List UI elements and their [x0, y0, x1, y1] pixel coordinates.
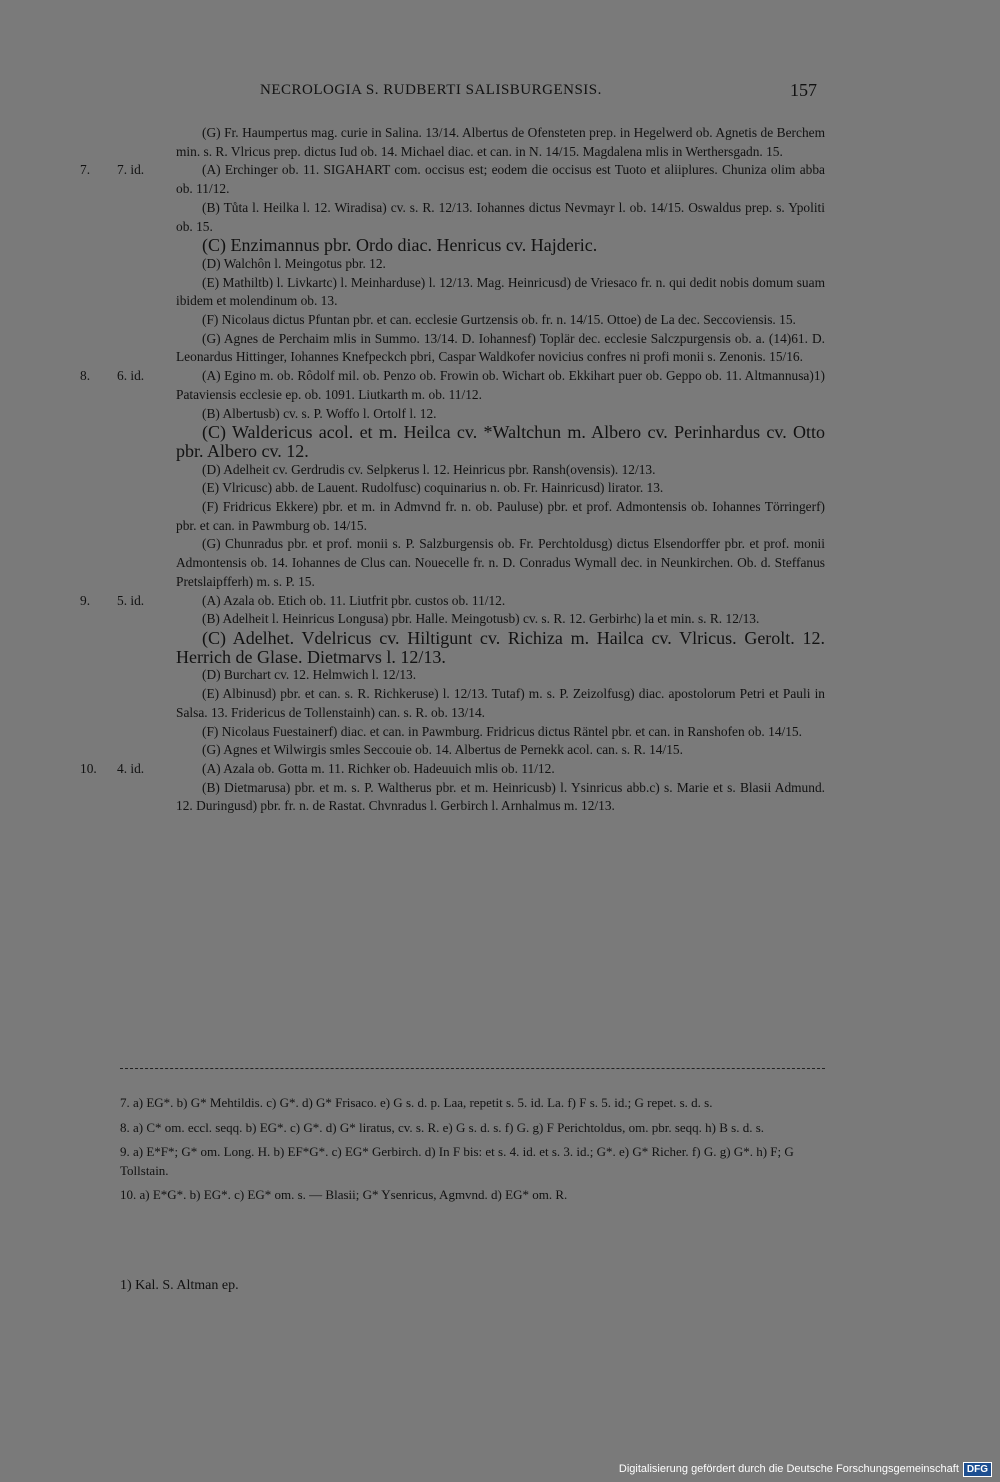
footer — [619, 1460, 992, 1478]
note-line: 10. a) E*G*. b) EG*. c) EG* om. s. — Blasii; G* Ysenricus, Agmvnd. d) EG* om. R. — [120, 1187, 568, 1202]
entry-line: (B) Adelheit l. Heinricus Longusa) pbr. Halle. Meingotusb) cv. s. R. 12. Gerbirhc) la et min. s. R. 12/13. — [202, 611, 760, 627]
entry-date: 5. id. — [117, 592, 145, 608]
entry-line: (C) Enzimannus pbr. Ordo diac. Henricus cv. Hajderic. — [202, 235, 598, 256]
entry-line: (A) Azala ob. Gotta m. 11. Richker ob. Hadeuuich mlis ob. 11/12. — [202, 760, 555, 776]
separator-line — [120, 1068, 825, 1069]
entry-date: 6. id. — [117, 368, 145, 384]
entry-line: (C) Waldericus acol. et m. Heilca cv. *Waltchun m. Albero cv. Perinhardus cv. Otto pbr. Albero cv. 12. — [176, 422, 825, 461]
entry-number: 9. — [80, 592, 91, 608]
entry-line: (G) Fr. Haumpertus mag. curie in Salina. 13/14. Albertus de Ofensteten prep. in Hegelwerd ob. Agnetis de Berchem min. s. R. Vlricus prep. dictus Iud ob. 14. Michael diac. et can. in N. 14/15. Magdalena mlis in Werthersgadn. 15. — [176, 125, 825, 159]
entry-line: (D) Burchart cv. 12. Helmwich l. 12/13. — [202, 667, 417, 683]
necrology-body — [80, 124, 825, 816]
running-title: NECROLOGIA S. RUDBERTI SALISBURGENSIS. — [260, 82, 602, 98]
entry-line: (F) Fridricus Ekkere) pbr. et m. in Admvnd fr. n. ob. Paulusе) pbr. et prof. Admontensis ob. Iohannes Törringerf) pbr. et can. in Pawmburg ob. 14/15. — [176, 499, 825, 533]
note-line: 8. a) C* om. eccl. seqq. b) EG*. c) G*. d) G* liratus, cv. s. R. e) G s. d. s. f) G. g) F Perichtoldus, om. pbr. seqq. h) B s. d. s. — [120, 1119, 765, 1135]
entry-number: 7. — [80, 162, 91, 178]
footnote: 1) Kal. S. Altman ep. — [120, 1278, 239, 1293]
entry-line: (C) Adelhet. Vdelricus cv. Hiltigunt cv. Richiza m. Hailca cv. Vlricus. Gerolt. 12. Herrich de Glase. Dietmarvs l. 12/13. — [176, 627, 825, 667]
page-header — [0, 82, 1000, 104]
entry-line: (G) Agnes et Wilwirgis smles Seccouie ob. 14. Albertus de Pernekk acol. can. s. R. 14/15. — [202, 742, 683, 758]
entry-line: (B) Tůta l. Heilka l. 12. Wiradisa) cv. s. R. 12/13. Iohannes dictus Nevmayr l. ob. 14/15. Oswaldus prep. s. Ypoliti ob. 15. — [176, 199, 825, 234]
entry-date: 4. id. — [117, 760, 145, 776]
entry-line: (D) Adelheit cv. Gerdrudis cv. Selpkerus l. 12. Heinricus pbr. Ransh(ovensis). 12/13. — [202, 461, 656, 477]
day-entry — [80, 161, 825, 367]
day-entry — [80, 592, 825, 760]
entry-line: (A) Erchinger ob. 11. SIGAHART com. occisus est; eodem die occisus est Tuoto et aliiplures. Chuniza olim abba ob. 11/12. — [176, 162, 825, 197]
day-entry — [80, 760, 825, 816]
page-number: 157 — [790, 80, 817, 100]
entry-line: (B) Albertusb) cv. s. P. Woffo l. Ortolf l. 12. — [202, 405, 437, 421]
entry-line: (A) Azala ob. Etich ob. 11. Liutfrit pbr. custos ob. 11/12. — [202, 592, 506, 608]
entry-line: (F) Nicolaus dictus Pfuntan pbr. et can. ecclesie Gurtzensis ob. fr. n. 14/15. Ottoe) de La dec. Seccoviensis. 15. — [202, 312, 796, 328]
entry-line: (A) Egino m. ob. Rôdolf mil. ob. Penzo ob. Frowin ob. Wichart ob. Ekkihart puer ob. Geppo ob. 11. Altmannusa)1) Pataviensis ecclesie ep. ob. 1091. Liutkarth m. ob. 11/12. — [176, 368, 825, 402]
day-entry — [80, 367, 825, 591]
note-line: 9. a) E*F*; G* om. Long. H. b) EF*G*. c) EG* Gerbirch. d) In F bis: et s. 4. id. et s. 3. id.; G*. e) G* Richer. f) G. g) G*. h) F; G Tollstain. — [120, 1144, 794, 1178]
funding-notice: Digitalisierung gefördert durch die Deutsche Forschungsgemeinschaft — [618, 1463, 959, 1475]
entry-number: 10. — [80, 760, 97, 776]
dfg-logo-icon: DFG — [963, 1462, 992, 1477]
entry-number: 8. — [80, 368, 91, 384]
entry-line: (G) Chunradus pbr. et prof. monii s. P. Salzburgensis ob. Fr. Perchtoldusg) dictus Elsendorffer pbr. et prof. monii Admontensis ob. 14. Iohannes de Clus can. Nouecelle fr. n. D. Conradus Wymall dec. in Neunkirchen. Ob. d. Steffanus Pretslaipfferh) m. s. P. 15. — [176, 536, 825, 589]
entry-line: (G) Agnes de Perchaim mlis in Summo. 13/14. D. Iohannesf) Toplär dec. ecclesie Salczpurgensis ob. a. (14)61. D. Leonardus Hittinger, Iohannes Knefpeckch pbri, Caspar Waldkofer novicius confres ni profi monii s. Zenonis. 15/16. — [176, 330, 825, 365]
entry-line: (E) Vlricusc) abb. de Lauent. Rudolfusc) coquinarius n. ob. Fr. Hainricusd) lirator. 13. — [202, 480, 664, 496]
entry-line: (F) Nicolaus Fuestainerf) diac. et can. in Pawmburg. Fridricus dictus Räntel pbr. et can. in Ranshofen ob. 14/15. — [202, 723, 802, 739]
entry-line: (E) Albinusd) pbr. et can. s. R. Richkeruse) l. 12/13. Tutaf) m. s. P. Zeizolfusg) diac. apostolorum Petri et Pauli in Salsa. 13. Fridericus de Tollenstainh) can. s. R. ob. 13/14. — [176, 686, 825, 720]
note-line: 7. a) EG*. b) G* Mehtildis. c) G*. d) G* Frisaco. e) G s. d. p. Laa, repetit s. 5. id. La. f) F s. 5. id.; G repet. s. d. s. — [120, 1095, 713, 1110]
entry-date: 7. id. — [117, 162, 145, 178]
entry-line: (B) Dietmarusa) pbr. et m. s. P. Waltherus pbr. et m. Heinricusb) l. Ysinricus abb.c) s. Marie et s. Blasii Admund. 12. Duringusd) pbr. fr. n. de Rastat. Chvnradus l. Gerbirch l. Arnhalmus m. 12/13. — [176, 779, 825, 814]
day-entry — [80, 124, 825, 161]
entry-line: (E) Mathiltb) l. Livkartc) l. Meinharduse) l. 12/13. Mag. Heinricusd) de Vriesaco fr. n. qui dedit nobis domum suam ibidem et molendinum ob. 13. — [176, 274, 825, 309]
critical-notes — [120, 1094, 825, 1211]
entry-line: (D) Walchôn l. Meingotus pbr. 12. — [202, 255, 386, 271]
